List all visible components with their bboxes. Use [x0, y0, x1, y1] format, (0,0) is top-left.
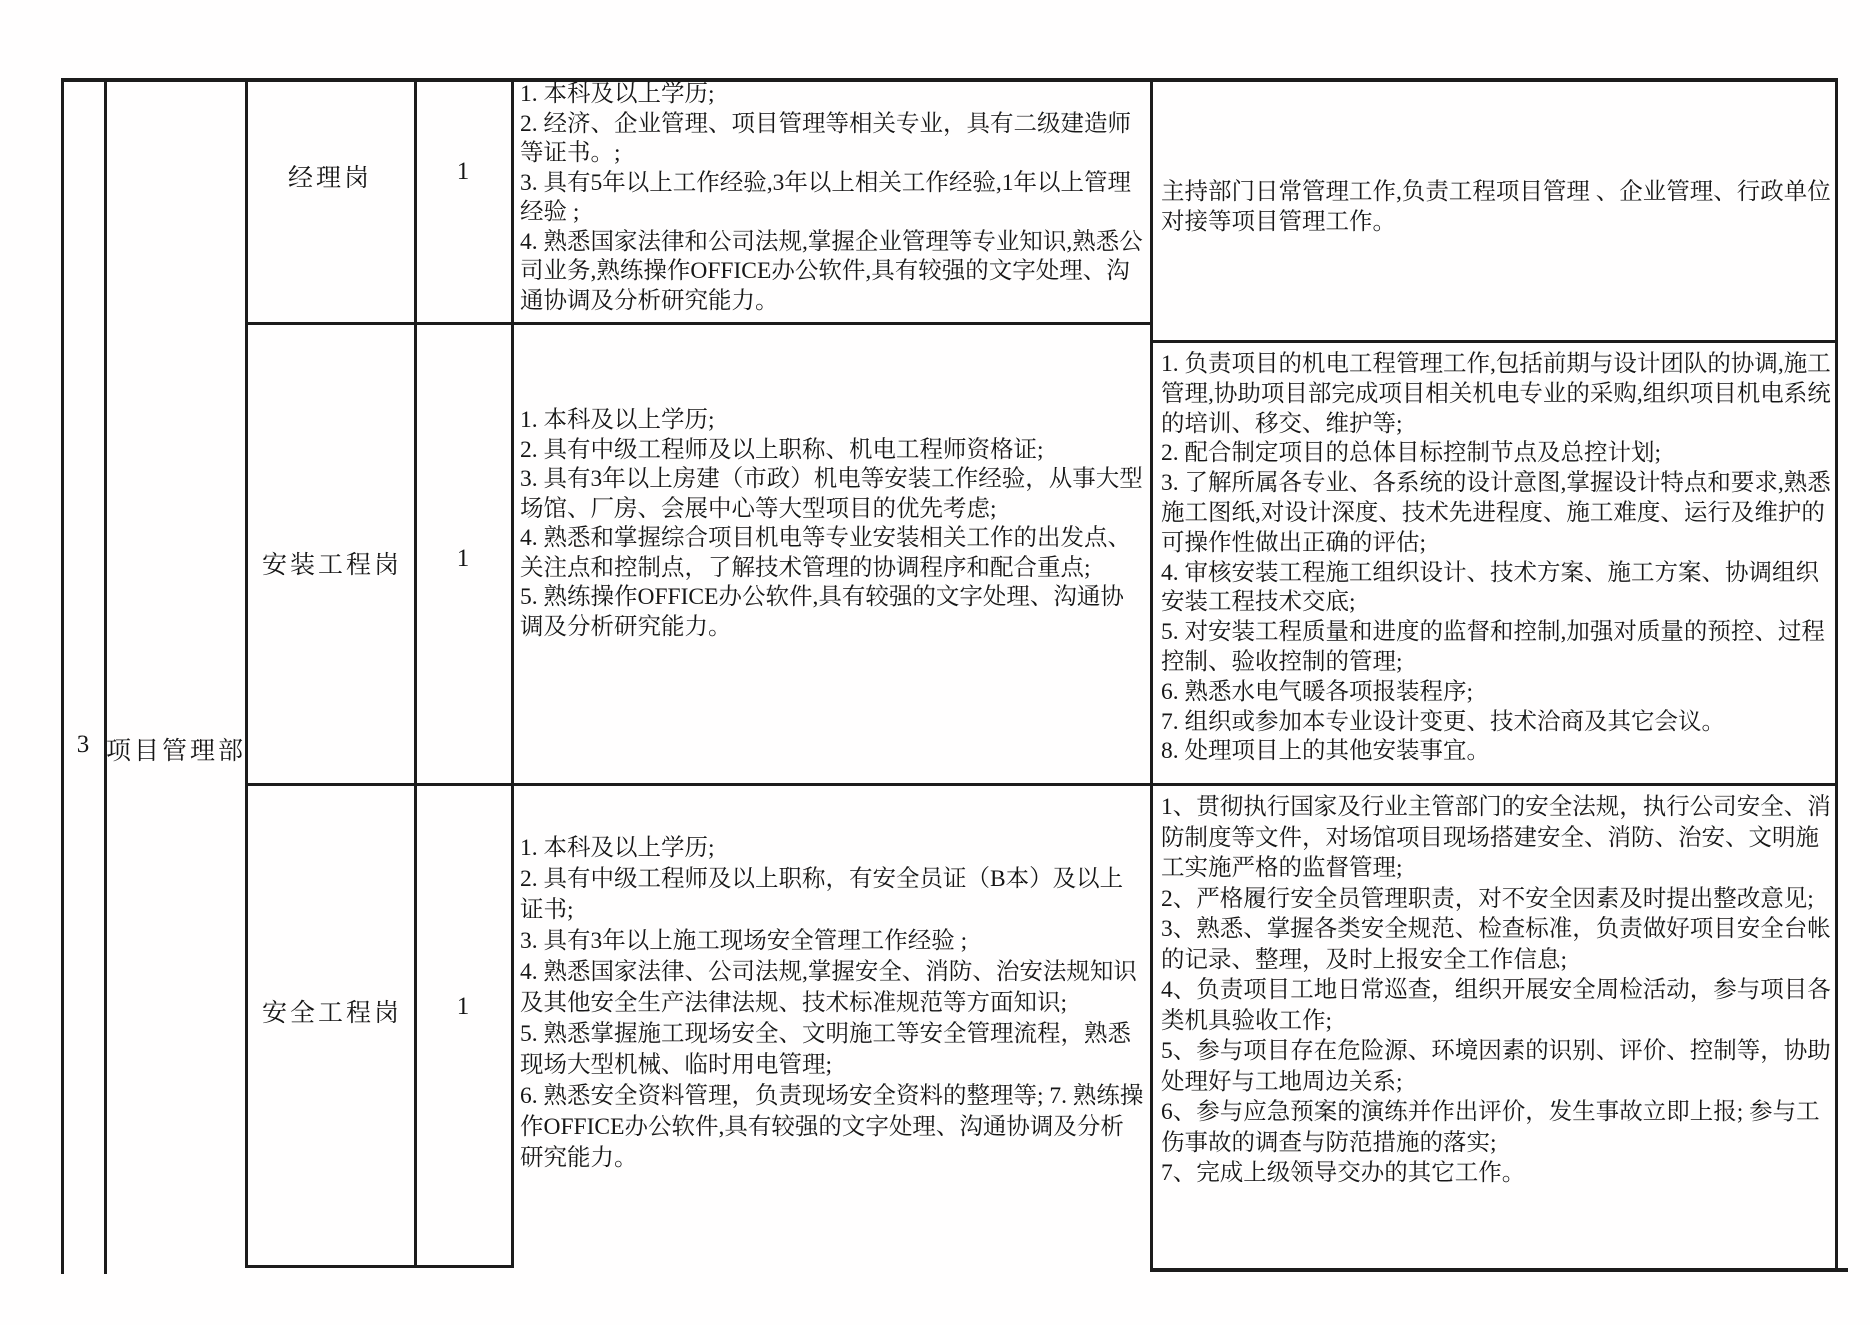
requirement-item: 4. 熟悉和掌握综合项目机电等专业安装相关工作的出发点、关注点和控制点，了解技术管理的协调程序和配合重点; — [520, 525, 1131, 581]
responsibility-item: 4. 审核安装工程施工组织设计、技术方案、施工方案、协调组织安装工程技术交底; — [1161, 559, 1819, 616]
responsibility-item: 8. 处理项目上的其他安装事宜。 — [1161, 738, 1490, 765]
table-divider-count-requirements — [511, 78, 514, 1268]
responsibility-item: 3、熟悉、掌握各类安全规范、检查标准，负责做好项目安全台帐的记录、整理，及时上报安全工作信息; — [1161, 916, 1831, 973]
responsibility-item: 4、负责项目工地日常巡查，组织开展安全周检活动，参与项目各类机具验收工作; — [1161, 977, 1831, 1034]
requirement-item: 4. 熟悉国家法律和公司法规,掌握企业管理等专业知识,熟悉公司业务,熟练操作OFFICE办公软件,具有较强的文字处理、沟通协调及分析研究能力。 — [520, 228, 1143, 314]
table-divider-dept-position — [245, 78, 248, 1268]
responsibility-item: 6、参与应急预案的演练并作出评价，发生事故立即上报; 参与工伤事故的调查与防范措施的落实; — [1161, 1099, 1820, 1156]
row1-row2-divider-left — [245, 322, 1153, 325]
requirement-item: 5. 熟悉掌握施工现场安全、文明施工等安全管理流程，熟悉现场大型机械、临时用电管理; — [520, 1021, 1131, 1078]
requirement-item: 2. 具有中级工程师及以上职称，有安全员证（B本）及以上证书; — [520, 866, 1124, 923]
responsibilities-cell-safety-engineer — [1161, 792, 1833, 1189]
requirement-item: 2. 具有中级工程师及以上职称、机电工程师资格证; — [520, 436, 1044, 463]
requirement-item: 5. 熟练操作OFFICE办公软件,具有较强的文字处理、沟通协调及分析研究能力。 — [520, 584, 1124, 640]
responsibilities-cell-manager — [1161, 178, 1831, 237]
department-cell: 项目管理部 — [105, 738, 247, 765]
responsibility-item: 3. 了解所属各专业、各系统的设计意图,掌握设计特点和要求,熟悉施工图纸,对设计深度、技术先进程度、施工难度、运行及维护的可操作性做出正确的评估; — [1161, 470, 1831, 556]
headcount-installation-engineer: 1 — [456, 545, 470, 572]
requirement-item: 3. 具有5年以上工作经验,3年以上相关工作经验,1年以上管理经验 ; — [520, 169, 1131, 225]
responsibility-item: 1、贯彻执行国家及行业主管部门的安全法规，执行公司安全、消防制度等文件，对场馆项目现场搭建安全、消防、治安、文明施工实施严格的监督管理; — [1161, 794, 1831, 881]
responsibility-item: 2、严格履行安全员管理职责，对不安全因素及时提出整改意见; — [1161, 885, 1814, 912]
headcount-manager: 1 — [456, 158, 470, 185]
table-border-right — [1835, 78, 1838, 1271]
table-divider-position-count — [414, 78, 417, 1268]
responsibility-item: 5. 对安装工程质量和进度的监督和控制,加强对质量的预控、过程控制、验收控制的管理; — [1161, 619, 1825, 675]
responsibility-item: 1. 负责项目的机电工程管理工作,包括前期与设计团队的协调,施工管理,协助项目部完成项目相关机电专业的采购,组织项目机电系统的培训、移交、维护等; — [1161, 351, 1831, 437]
position-title-safety-engineer: 安全工程岗 — [261, 1000, 403, 1027]
requirements-cell-manager — [520, 80, 1146, 316]
row2-row3-divider — [245, 783, 1838, 786]
requirement-item: 1. 本科及以上学历; — [520, 835, 715, 861]
requirement-item: 3. 具有3年以上房建（市政）机电等安装工作经验，从事大型场馆、厂房、会展中心等大型项目的优先考虑; — [520, 466, 1143, 522]
table-divider-rowno-dept — [104, 78, 107, 1274]
responsibility-item: 6. 熟悉水电气暖各项报装程序; — [1161, 678, 1474, 705]
requirements-cell-safety-engineer — [520, 833, 1146, 1174]
requirement-item: 4. 熟悉国家法律、公司法规,掌握安全、消防、治安法规知识及其他安全生产法律法规、技术标准规范等方面知识; — [520, 959, 1137, 1016]
table-divider-requirements-responsibilities — [1150, 78, 1153, 1271]
table-border-left — [61, 78, 64, 1274]
table-border-bottom-middle — [245, 1265, 514, 1268]
responsibility-item: 2. 配合制定项目的总体目标控制节点及总控计划; — [1161, 440, 1662, 467]
responsibility-item: 5、参与项目存在危险源、环境因素的识别、评价、控制等，协助处理好与工地周边关系; — [1161, 1038, 1831, 1095]
requirements-cell-installation-engineer — [520, 406, 1146, 642]
responsibilities-cell-installation-engineer — [1161, 350, 1833, 767]
requirement-item: 1. 本科及以上学历; — [520, 81, 715, 107]
position-title-installation-engineer: 安装工程岗 — [261, 552, 403, 579]
requirement-item: 6. 熟悉安全资料管理，负责现场安全资料的整理等; 7. 熟练操作OFFICE办公软件,具有较强的文字处理、沟通协调及分析研究能力。 — [520, 1083, 1144, 1171]
row-number-cell: 3 — [76, 731, 90, 758]
row1-row2-divider-right — [1150, 340, 1838, 343]
position-title-manager: 经理岗 — [287, 165, 373, 192]
requirement-item: 2. 经济、企业管理、项目管理等相关专业，具有二级建造师等证书。; — [520, 110, 1131, 166]
responsibility-item: 主持部门日常管理工作,负责工程项目管理 、企业管理、行政单位对接等项目管理工作。 — [1161, 179, 1831, 235]
requirement-item: 3. 具有3年以上施工现场安全管理工作经验 ; — [520, 928, 968, 954]
responsibility-item: 7. 组织或参加本专业设计变更、技术洽商及其它会议。 — [1161, 708, 1725, 735]
requirement-item: 1. 本科及以上学历; — [520, 407, 715, 433]
headcount-safety-engineer: 1 — [456, 993, 470, 1020]
table-border-bottom-right — [1150, 1268, 1848, 1272]
responsibility-item: 7、完成上级领导交办的其它工作。 — [1161, 1160, 1526, 1186]
